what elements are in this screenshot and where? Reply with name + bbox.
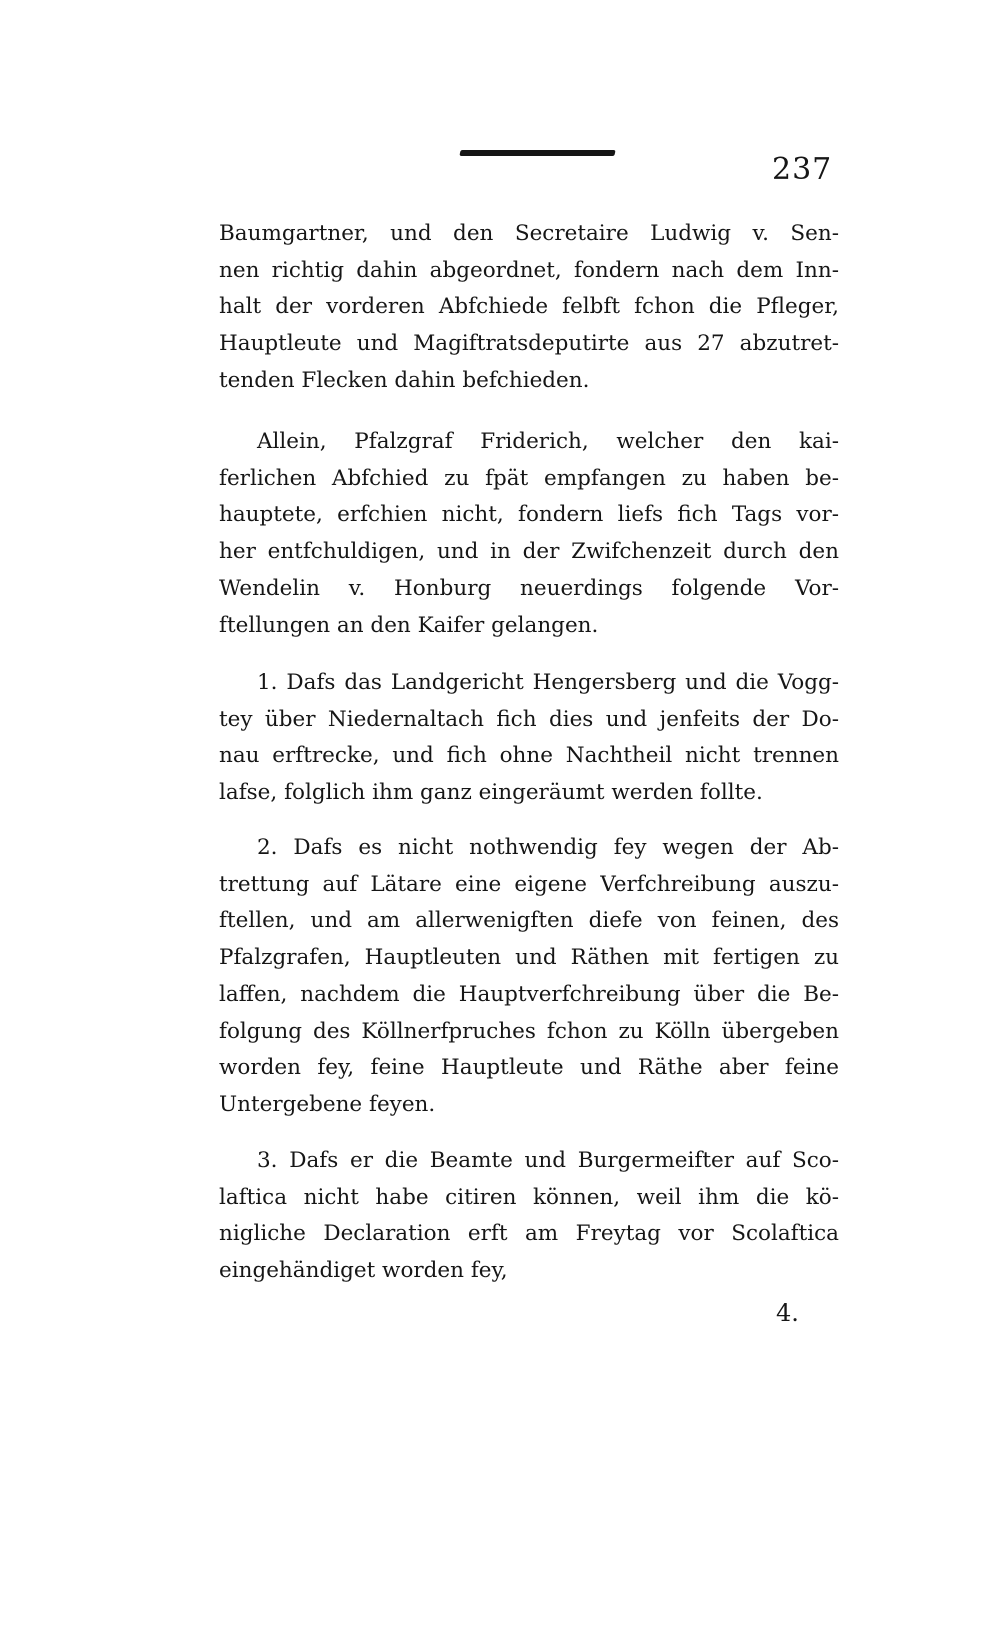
text-line: ftellen, und am allerwenigften diefe von feinen, des [219,908,839,934]
text-line: tey über Niedernaltach fich dies und jenfeits der Do- [219,706,839,732]
text-line: hauptete, erfchien nicht, fondern liefs fich Tags vor- [219,502,839,528]
text-line: Hauptleute und Magiftratsdeputirte aus 27 abzutret- [219,331,839,357]
text-line: eingehändiget worden fey, [219,1258,508,1284]
text-line: 2. Dafs es nicht nothwendig fey wegen der Ab- [257,835,839,860]
text-line: ferlichen Abfchied zu fpät empfangen zu haben be- [219,465,839,491]
paragraph-point-2 [219,830,839,1124]
text-line: laffen, nachdem die Hauptverfchreibung über die Be- [219,981,839,1007]
text-line: Wendelin v. Honburg neuerdings folgende Vor- [219,575,839,601]
text-line: lafse, folglich ihm ganz eingeräumt werden follte. [219,780,763,806]
text-line: nau erftrecke, und fich ohne Nachtheil nicht trennen [219,743,839,769]
text-line: Pfalzgrafen, Hauptleuten und Räthen mit fertigen zu [219,945,839,971]
text-line: nigliche Declaration erft am Freytag vor Scolaftica [219,1221,839,1247]
paragraph-allein [219,424,839,644]
header-rule [459,150,615,156]
paragraph-point-1 [219,665,839,812]
paragraph-continuation [219,216,839,400]
text-line: 3. Dafs er die Beamte und Burgermeifter auf Sco- [257,1148,839,1173]
text-line: nen richtig dahin abgeordnet, fondern nach dem Inn- [219,257,839,283]
text-line: Baumgartner, und den Secretaire Ludwig v. Sen- [219,221,839,246]
paragraph-point-3 [219,1143,839,1290]
text-line: worden fey, feine Hauptleute und Räthe aber feine [219,1055,839,1081]
catchword: 4. [776,1299,799,1327]
text-line: trettung auf Lätare eine eigene Verfchreibung auszu- [219,871,839,897]
text-line: Allein, Pfalzgraf Friderich, welcher den kai- [257,429,839,454]
text-line: Untergebene feyen. [219,1091,436,1117]
text-line: ftellungen an den Kaifer gelangen. [219,612,599,638]
text-line: halt der vorderen Abfchiede felbft fchon die Pfleger, [219,294,839,320]
text-line: laftica nicht habe citiren können, weil ihm die kö- [219,1184,839,1210]
text-line: her entfchuldigen, und in der Zwifchenzeit durch den [219,539,839,565]
page-number: 237 [772,152,833,187]
text-line: 1. Dafs das Landgericht Hengersberg und die Vogg- [257,670,839,695]
text-line: folgung des Köllnerfpruches fchon zu Kölln übergeben [219,1018,839,1044]
text-line: tenden Flecken dahin befchieden. [219,367,590,393]
